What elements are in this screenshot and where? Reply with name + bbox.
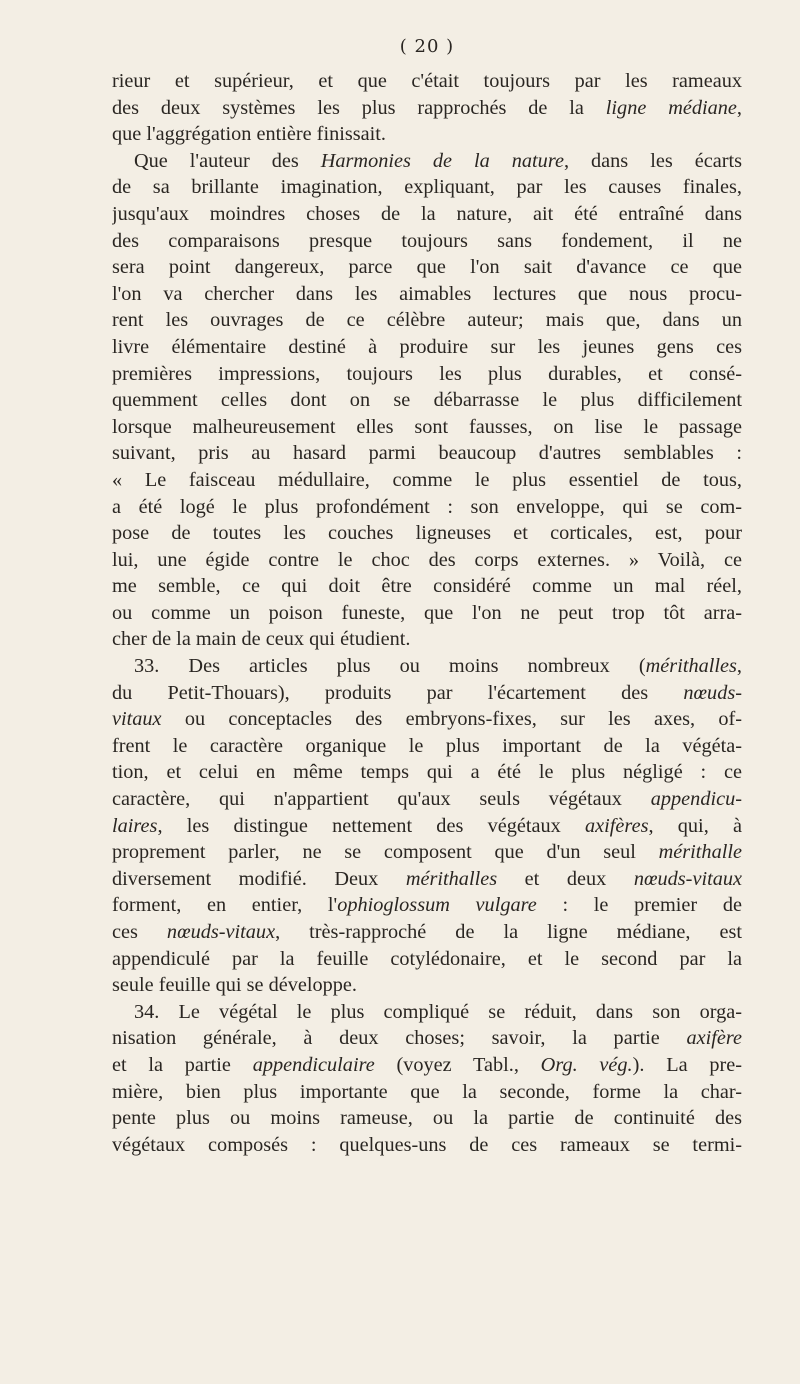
text-segment: sera point dangereux, parce que l'on sait d'avance ce que (112, 256, 742, 279)
text-line (112, 494, 742, 521)
text-segment: seule feuille qui se développe. (112, 974, 357, 997)
italic-text: Org. vég. (540, 1053, 633, 1076)
italic-text: mérithalles (645, 655, 737, 678)
text-segment: premières impressions, toujours les plus durables, et consé- (112, 362, 742, 385)
text-segment: me semble, ce qui doit être considéré comme un mal réel, (112, 575, 742, 598)
text-segment: Que l'auteur des (134, 149, 321, 172)
text-segment: et deux (497, 867, 634, 890)
text-segment: l'on va chercher dans les aimables lectures que nous procu- (112, 282, 742, 305)
text-segment: , (736, 655, 742, 678)
text-line (112, 919, 742, 946)
text-line (112, 68, 742, 95)
text-segment: lorsque malheureusement elles sont fausses, on lise le passage (112, 415, 742, 438)
italic-text: appendicu- (650, 788, 742, 811)
text-segment: pose de toutes les couches ligneuses et corticales, est, pour (112, 522, 742, 545)
text-segment: ou comme un poison funeste, que l'on ne peut trop tôt arra- (112, 601, 742, 624)
text-segment: 33. Des articles plus ou moins nombreux ( (134, 655, 646, 678)
text-segment: : le premier de (536, 894, 742, 917)
text-line (112, 1025, 742, 1052)
text-segment: rieur et supérieur, et que c'était toujours par les rameaux (112, 70, 742, 92)
text-segment: (voyez Tabl., (374, 1053, 541, 1076)
text-line (112, 972, 742, 999)
text-segment: , les distingue nettement des végétaux (157, 814, 586, 837)
italic-text: axifères (585, 814, 649, 837)
text-segment: a été logé le plus profondément : son enveloppe, qui se com- (112, 495, 742, 518)
text-segment: diversement modifié. Deux (112, 867, 406, 890)
text-segment: nisation générale, à deux choses; savoir, la partie (112, 1027, 687, 1050)
text-line (112, 334, 742, 361)
text-segment: tion, et celui en même temps qui a été le plus négligé : ce (112, 761, 742, 784)
italic-text: axifère (686, 1027, 742, 1050)
text-segment: « Le faisceau médullaire, comme le plus essentiel de tous, (112, 468, 742, 491)
text-segment: frent le caractère organique le plus important de la végéta- (112, 734, 742, 757)
text-segment: des deux systèmes les plus rapprochés de la (112, 96, 606, 119)
text-segment: que l'aggrégation entière finissait. (112, 123, 386, 146)
text-line (112, 626, 742, 653)
text-segment: appendiculé par la feuille cotylédonaire, et le second par la (112, 947, 742, 970)
text-line (112, 839, 742, 866)
text-segment: de sa brillante imagination, expliquant, par les causes finales, (112, 176, 742, 199)
text-line (112, 680, 742, 707)
text-segment: jusqu'aux moindres choses de la nature, ait été entraîné dans (112, 202, 742, 225)
text-line (112, 148, 742, 175)
text-segment: , (736, 96, 742, 119)
text-line (112, 573, 742, 600)
italic-text: appendiculaire (252, 1053, 375, 1076)
text-body (112, 68, 742, 1158)
text-line (112, 254, 742, 281)
text-line (112, 706, 742, 733)
text-line (112, 759, 742, 786)
italic-text: nœuds-vitaux (633, 867, 742, 890)
page-number: ( 20 ) (399, 36, 455, 57)
text-line (112, 866, 742, 893)
italic-text: mérithalle (658, 841, 742, 864)
text-segment: du Petit-Thouars), produits par l'écartement des (112, 681, 684, 704)
text-line (112, 121, 742, 148)
text-segment: ou conceptacles des embryons-fixes, sur les axes, of- (161, 708, 742, 731)
text-line (112, 201, 742, 228)
italic-text: nœuds-vitaux (166, 921, 276, 943)
italic-text: mérithalles (405, 867, 498, 890)
text-line (112, 1079, 742, 1106)
text-line (112, 281, 742, 308)
text-segment: rent les ouvrages de ce célèbre auteur; mais que, dans un (112, 309, 742, 332)
text-line (112, 1132, 742, 1159)
text-line (112, 361, 742, 388)
text-segment: 34. Le végétal le plus compliqué se réduit, dans son orga- (134, 1000, 742, 1023)
text-line (112, 733, 742, 760)
text-segment: , qui, à (648, 814, 742, 837)
text-line (112, 813, 742, 840)
text-segment: ces (112, 921, 167, 943)
text-line (112, 1052, 742, 1079)
italic-text: Harmonies de la nature (320, 149, 564, 172)
text-line (112, 547, 742, 574)
text-segment: cher de la main de ceux qui étudient. (112, 628, 411, 651)
text-segment: végétaux composés : quelques-uns de ces rameaux se termi- (112, 1133, 742, 1156)
text-line (112, 600, 742, 627)
text-line (112, 786, 742, 813)
italic-text: ligne médiane (605, 96, 737, 119)
text-segment: ). La pre- (632, 1053, 742, 1076)
text-segment: proprement parler, ne se composent que d'un seul (112, 841, 659, 864)
text-segment: des comparaisons presque toujours sans fondement, il ne (112, 229, 742, 252)
text-segment: et la partie (112, 1053, 253, 1076)
italic-text: laires (112, 814, 158, 837)
italic-text: nœuds- (683, 681, 742, 704)
italic-text: ophioglossum vulgare (337, 894, 537, 917)
text-segment: mière, bien plus importante que la seconde, forme la char- (112, 1080, 742, 1103)
text-segment: quemment celles dont on se débarrasse le plus difficilement (112, 389, 742, 412)
text-line (112, 946, 742, 973)
text-segment: , très-rapproché de la ligne médiane, est (275, 921, 742, 943)
text-segment: forment, en entier, l' (112, 894, 338, 917)
text-line (112, 95, 742, 122)
text-line (112, 387, 742, 414)
text-segment: suivant, pris au hasard parmi beaucoup d'autres semblables : (112, 442, 742, 465)
text-line (112, 228, 742, 255)
text-segment: , dans les écarts (563, 149, 742, 172)
italic-text: vitaux (112, 708, 162, 731)
text-line (112, 414, 742, 441)
text-line (112, 174, 742, 201)
text-segment: caractère, qui n'appartient qu'aux seuls végétaux (112, 788, 651, 811)
text-segment: pente plus ou moins rameuse, ou la partie de continuité des (112, 1107, 742, 1130)
text-segment: livre élémentaire destiné à produire sur les jeunes gens ces (112, 335, 742, 358)
text-line (112, 467, 742, 494)
text-line (112, 307, 742, 334)
text-segment: lui, une égide contre le choc des corps externes. » Voilà, ce (112, 548, 742, 571)
text-line (112, 892, 742, 919)
text-line (112, 1105, 742, 1132)
text-line (112, 440, 742, 467)
text-line (112, 520, 742, 547)
text-line (112, 653, 742, 680)
text-line (112, 999, 742, 1026)
